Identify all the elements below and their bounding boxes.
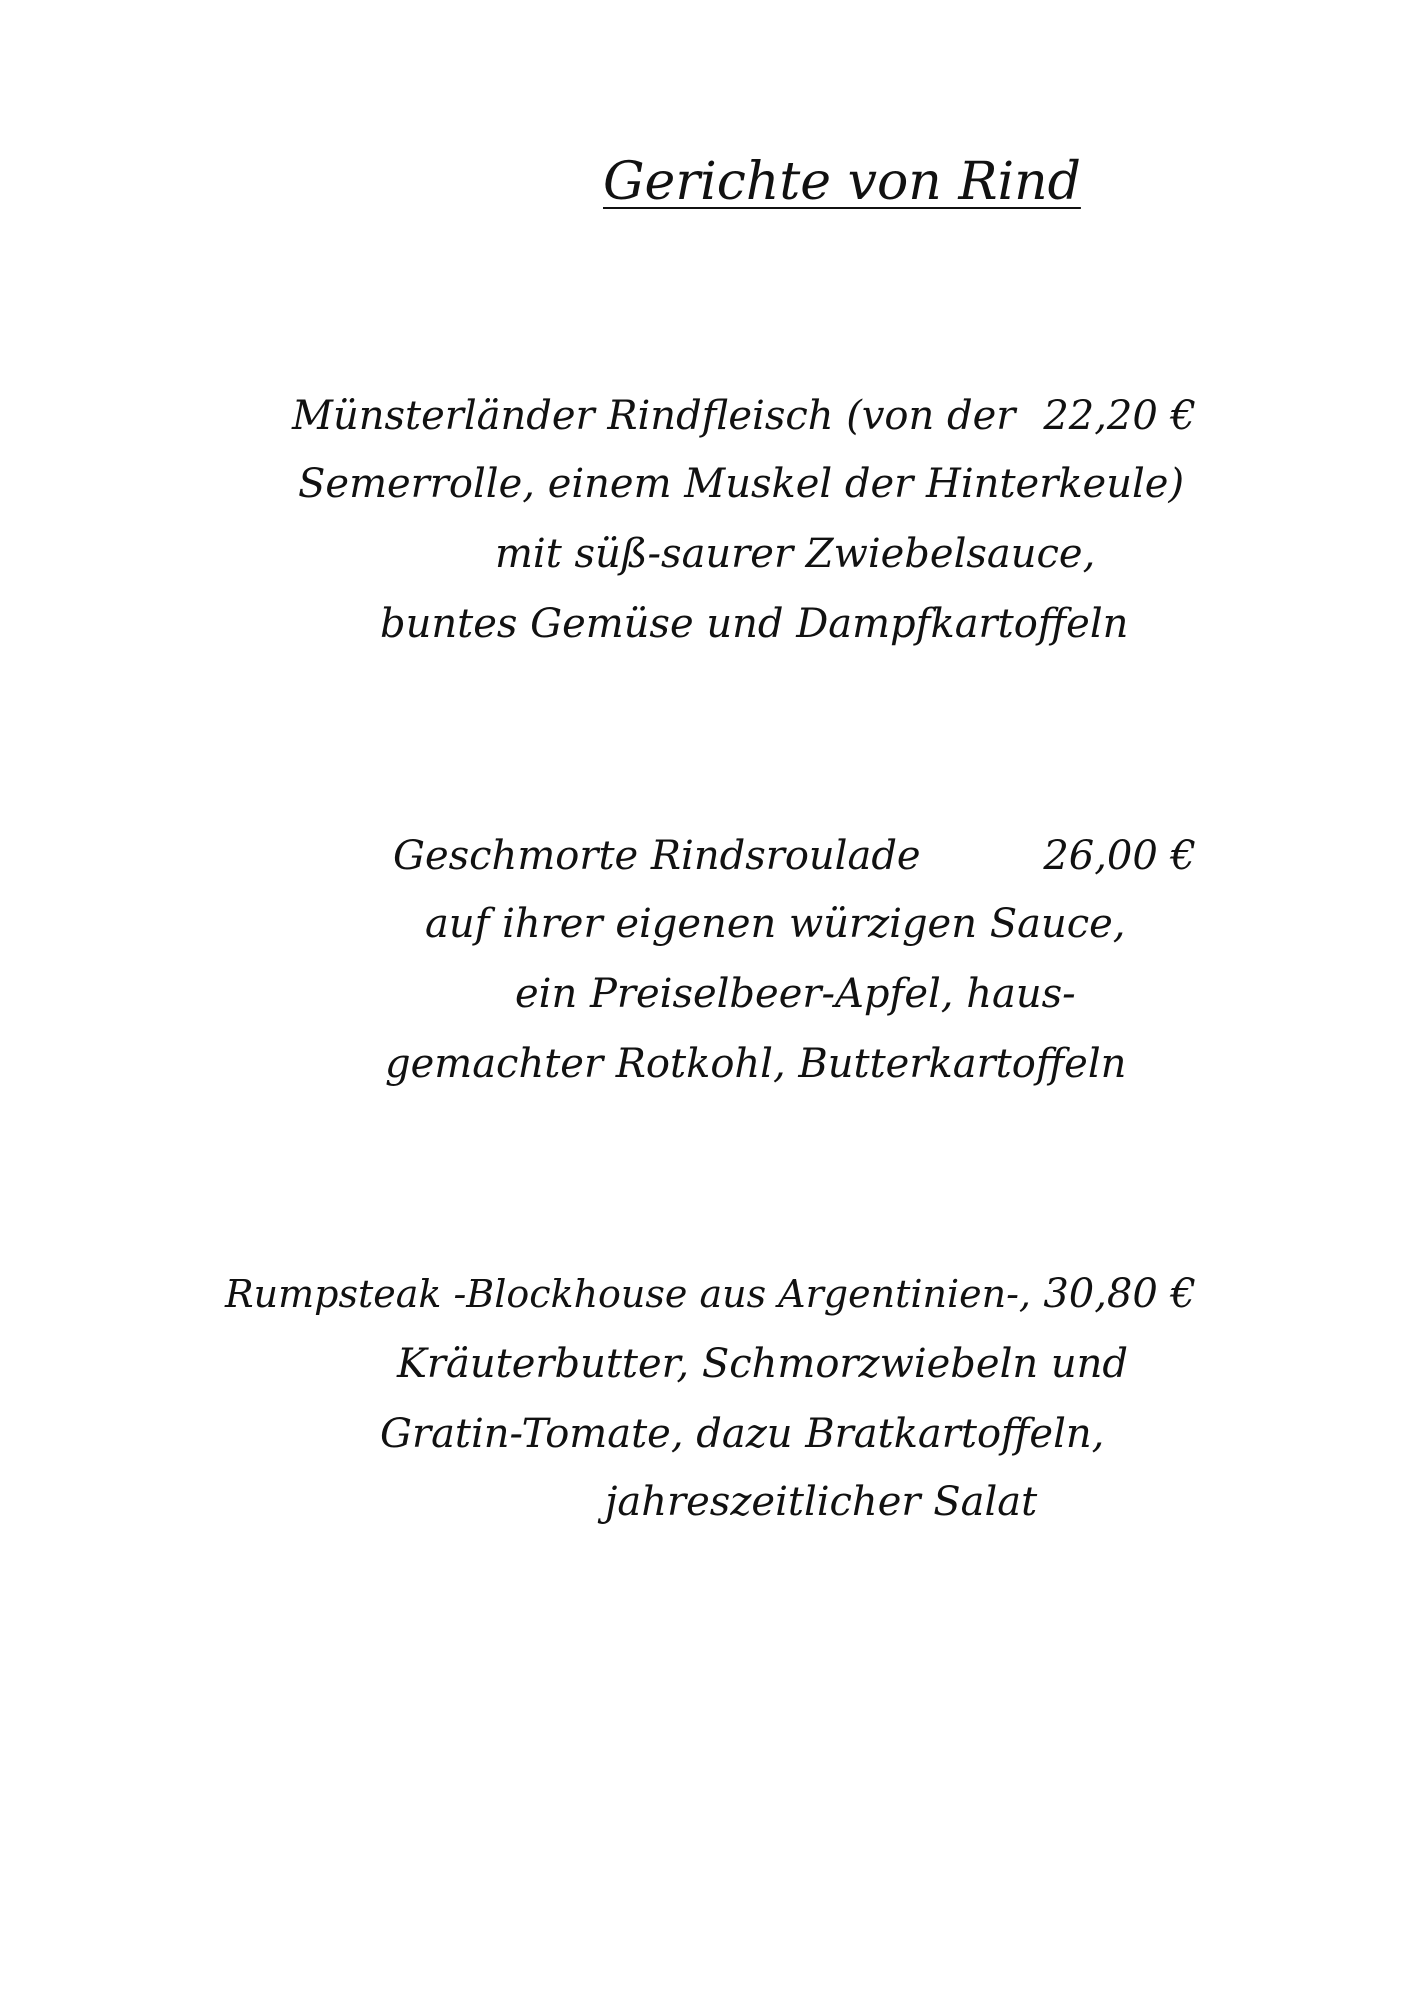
dish-2-price: 26,00 € bbox=[1043, 833, 1196, 879]
dish-1-price: 22,20 € bbox=[1043, 393, 1196, 439]
dish-2-line-4: gemachter Rotkohl, Butterkartoffeln bbox=[385, 1041, 1127, 1087]
dish-3-line-4: jahreszeitlicher Salat bbox=[605, 1479, 1038, 1525]
dish-3-line-1: Rumpsteak -Blockhouse aus Argentinien-, bbox=[225, 1272, 1031, 1316]
dish-1-line-1: Münsterländer Rindfleisch (von der bbox=[292, 393, 1016, 439]
dish-3-line-3: Gratin-Tomate, dazu Bratkartoffeln, bbox=[380, 1411, 1105, 1457]
dish-2-line-3: ein Preiselbeer-Apfel, haus- bbox=[515, 971, 1076, 1017]
menu-title: Gerichte von Rind bbox=[603, 152, 1081, 212]
dish-1-line-4: buntes Gemüse und Dampfkartoffeln bbox=[380, 601, 1129, 647]
dish-3-price: 30,80 € bbox=[1043, 1271, 1196, 1317]
dish-1-line-2: Semerrolle, einem Muskel der Hinterkeule) bbox=[298, 461, 1185, 507]
dish-2-line-2: auf ihrer eigenen würzigen Sauce, bbox=[425, 901, 1126, 947]
dish-3-line-2: Kräuterbutter, Schmorzwiebeln und bbox=[397, 1341, 1128, 1387]
dish-2-line-1: Geschmorte Rindsroulade bbox=[393, 833, 921, 879]
dish-1-line-3: mit süß-saurer Zwiebelsauce, bbox=[495, 531, 1096, 577]
